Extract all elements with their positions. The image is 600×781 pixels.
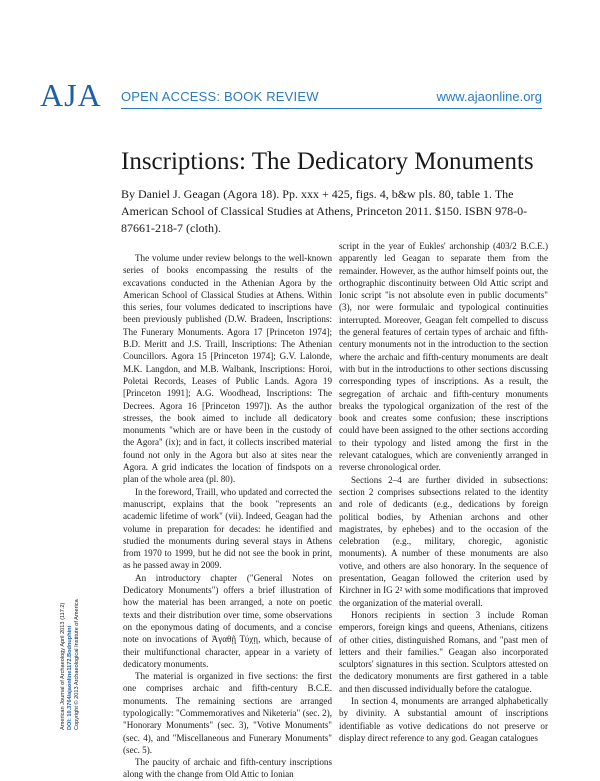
header-rule bbox=[121, 108, 542, 109]
paragraph: script in the year of Eukles' archonship (403/2 B.C.E.) apparently led Geagan to separate them from the remainder. However, as the author himself points out, the orthographic discontinuity between Old Attic script and Ionic script "is not absolute even in public documents" (3), nor were formulaic and typological continuities interrupted. Moreover, Geagan felt compelled to discuss the general features of certain types of archaic and fifth-century monuments not in the introduction to the section where the archaic and fifth-century monuments are dealt with but in the introductions to other sections discussing corresponding types of inscriptions. As a result, the segregation of archaic and fifth-century monuments breaks the typological organization of the rest of the book and creates some confusion; these inscriptions could have been assigned to the other sections according to their typology and listed among the first in the relevant catalogues, which are conveniently arranged in reverse chronological order. bbox=[339, 241, 548, 473]
paragraph: The volume under review belongs to the well-known series of books encompassing the results of the excavations conducted in the Athenian Agora by the American School of Classical Studies at Athens. Within this series, four volumes dedicated to inscriptions have been previously published (D.W. Bradeen, Inscriptions: The Funerary Monuments. Agora 17 [Princeton 1974]; B.D. Meritt and J.S. Traill, Inscriptions: The Athenian Councillors. Agora 15 [Princeton 1974]; G.V. Lalonde, M.K. Langdon, and M.B. Walbank, Inscriptions: Horoi, Poletai Records, Leases of Public Lands. Agora 19 [Princeton 1991]; A.G. Woodhead, Inscriptions: The Decrees. Agora 16 [Princeton 1997]). As the author stresses, the book aimed to include all dedicatory monuments "which are or have been in the custody of the Agora" (ix); and in fact, it collects inscribed material found not only in the Agora but also at sites near the Agora. A grid indicates the location of findspots on a plan of the whole area (pl. 80). bbox=[123, 253, 332, 485]
section-label: OPEN ACCESS: BOOK REVIEW bbox=[121, 89, 319, 104]
sidebar-citation bbox=[60, 530, 81, 730]
paragraph: In section 4, monuments are arranged alphabetically by divinity. A substantial amount of inscriptions identifiable as votive dedications do not preserve or display direct reference to any god. Geagan catalogues bbox=[339, 695, 548, 743]
body-column-right bbox=[339, 240, 548, 744]
paragraph: In the foreword, Traill, who updated and corrected the manuscript, explains that the book "represents an academic lifetime of work" (vii). Indeed, Geagan had the volume in preparation for decades: he identified and studied the monuments during several stays in Athens from 1970 to 1999, but he did not see the book in print, as he passed away in 2009. bbox=[123, 486, 332, 571]
sidebar-journal: American Journal of Archaeology April 2013 (117.2) bbox=[60, 602, 66, 730]
sidebar-doi-link[interactable]: DOI: 10.3764/ajaonline1172.Bodnuphini bbox=[67, 625, 73, 730]
journal-url-link[interactable]: www.ajaonline.org bbox=[436, 89, 542, 104]
sidebar-copyright: Copyright © 2013 Archaeological Institute of America bbox=[74, 599, 80, 730]
paragraph: The paucity of archaic and fifth-century inscriptions along with the change from Old Attic to Ionian bbox=[123, 757, 332, 780]
page-title: Inscriptions: The Dedicatory Monuments bbox=[121, 148, 534, 175]
byline: By Daniel J. Geagan (Agora 18). Pp. xxx + 425, figs. 4, b&w pls. 80, table 1. The American School of Classical Studies at Athens, Princeton 2011. $150. ISBN 978-0-87661-218-7 (cloth). bbox=[121, 187, 528, 235]
body-column-left bbox=[123, 252, 332, 781]
paragraph: An introductory chapter ("General Notes on Dedicatory Monuments") offers a brief illustration of how the material has been arranged, a note on poetic texts and their distribution over time, some observations on the eponymous dating of documents, and a concise note on invocations of Ἀγαθῇ Τύχῃ, which, because of their multifunctional character, appear in a variety of dedicatory monuments. bbox=[123, 572, 332, 669]
paragraph: Honors recipients in section 3 include Roman emperors, foreign kings and queens, Athenians, citizens of other cities, distinguished Romans, and "past men of letters and their families." Geagan also incorporated sculptors' signatures in this section. Sculptors attested on the dedicatory monuments are first gathered in a table and then discussed individually before the catalogue. bbox=[339, 609, 548, 694]
paragraph: Sections 2–4 are further divided in subsections: section 2 comprises subsections related to the identity and role of dedicants (e.g., dedications by foreign political bodies, by Athenian archons and other magistrates, by ephebes) and to the occasion of the celebration (e.g., military, choregic, agonistic monuments). A number of these monuments are also votive, and others are also honorary. In the sequence of presentation, Geagan followed the criterion used by Kirchner in IG 2² with some modifications that improved the organization of the material overall. bbox=[339, 474, 548, 608]
paragraph: The material is organized in five sections: the first one comprises archaic and fifth-century B.C.E. monuments. The remaining sections are arranged typologically: "Commemoratives and Niketeria" (sec. 2), "Honorary Monuments" (sec. 3), "Votive Monuments" (sec. 4), and "Miscellaneous and Funerary Monuments" (sec. 5). bbox=[123, 671, 332, 755]
journal-logo: AJA bbox=[40, 77, 102, 113]
